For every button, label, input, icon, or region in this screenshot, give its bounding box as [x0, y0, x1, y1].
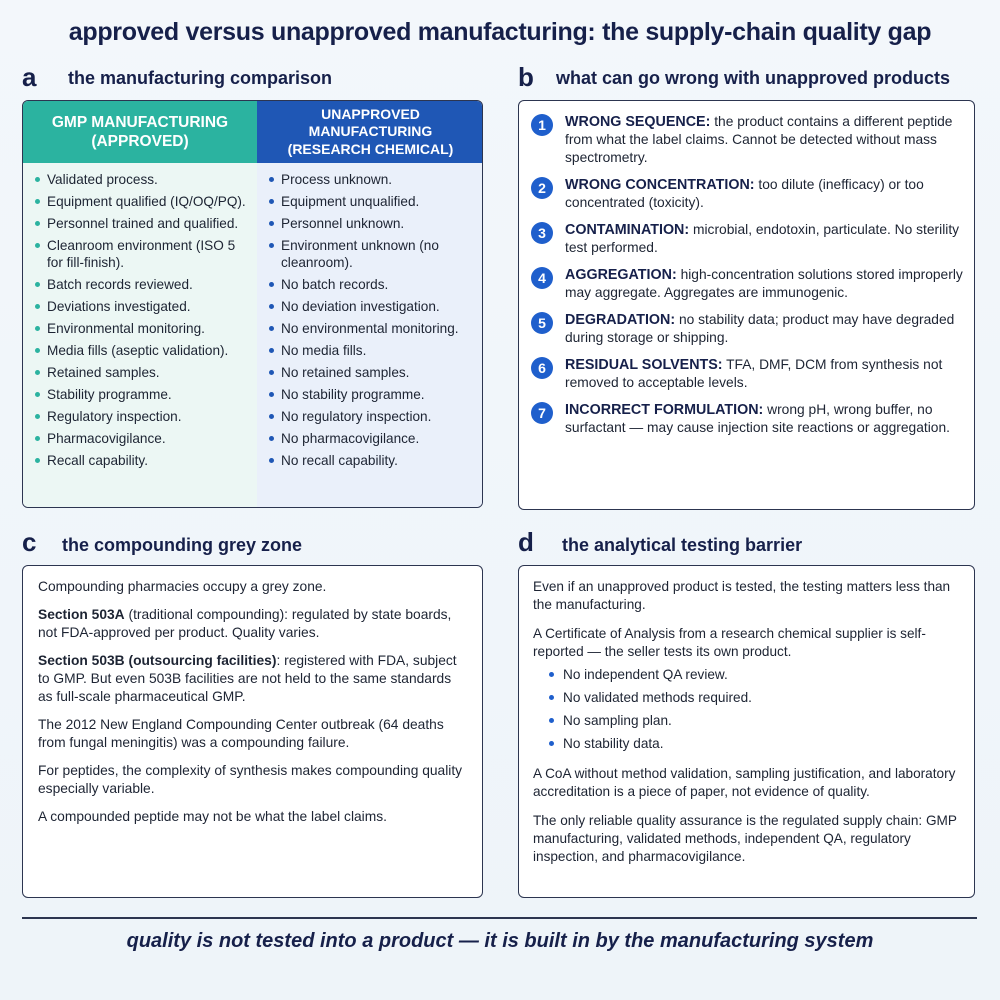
list-item: No validated methods required.: [549, 689, 960, 707]
list-item: Cleanroom environment (ISO 5 for fill-finish).: [33, 237, 251, 271]
list-item: Media fills (aseptic validation).: [33, 342, 251, 359]
list-item: No stability programme.: [267, 386, 478, 403]
risk-label: CONTAMINATION:: [565, 222, 690, 238]
section-503b-label: Section 503B (outsourcing facilities): [38, 653, 277, 668]
list-item: No pharmacovigilance.: [267, 430, 478, 447]
list-item: Personnel trained and qualified.: [33, 215, 251, 232]
section-c-heading: the compounding grey zone: [62, 535, 303, 555]
list-item: No environmental monitoring.: [267, 320, 478, 337]
risk-item: [531, 311, 964, 347]
risk-item: [531, 221, 964, 257]
list-item: Retained samples.: [33, 364, 251, 381]
page-title: approved versus unapproved manufacturing: the supply-chain quality gap: [68, 18, 932, 46]
list-item: No deviation investigation.: [267, 298, 478, 315]
unapproved-column: [257, 163, 483, 507]
section-d-letter: d: [518, 527, 534, 557]
risk-item: [531, 356, 964, 392]
list-item: Environment unknown (no cleanroom).: [267, 237, 478, 271]
risk-label: WRONG SEQUENCE:: [565, 114, 711, 130]
paragraph: The 2012 New England Compounding Center outbreak (64 deaths from fungal meningitis) was a compounding failure.: [38, 717, 444, 750]
risk-description: no stability data; product may have degraded during storage or shipping.: [565, 312, 955, 345]
gmp-column-header: [23, 101, 257, 163]
list-item: Personnel unknown.: [267, 215, 478, 232]
list-item: Equipment unqualified.: [267, 193, 478, 210]
list-item: No recall capability.: [267, 452, 478, 469]
list-item: Recall capability.: [33, 452, 251, 469]
risk-item: [531, 113, 964, 167]
section-a-letter: a: [22, 62, 37, 92]
risks-panel: [518, 100, 975, 510]
coa-limitations-list: [549, 666, 960, 753]
footer-tagline: quality is not tested into a product — it is built in by the manufacturing system: [126, 930, 874, 952]
risk-label: DEGRADATION:: [565, 312, 676, 328]
list-item: Batch records reviewed.: [33, 276, 251, 293]
paragraph: Section 503A (traditional compounding): regulated by state boards, not FDA-approved per product. Quality varies.: [38, 607, 452, 640]
risk-description: wrong pH, wrong buffer, no surfactant — may cause injection site reactions or aggregation.: [565, 402, 950, 435]
risk-item: [531, 176, 964, 212]
list-item: Process unknown.: [267, 171, 478, 188]
list-item: No sampling plan.: [549, 712, 960, 730]
unapproved-header-line2: MANUFACTURING: [308, 123, 433, 140]
paragraph: A compounded peptide may not be what the label claims.: [38, 809, 387, 824]
list-item: No media fills.: [267, 342, 478, 359]
risk-description: high-concentration solutions stored improperly may aggregate. Aggregates are immunogenic.: [565, 267, 963, 300]
section-a-heading: the manufacturing comparison: [68, 68, 333, 88]
gmp-column: [23, 163, 257, 507]
gmp-header-line1: GMP MANUFACTURING: [51, 113, 229, 131]
paragraph: Compounding pharmacies occupy a grey zone.: [38, 579, 327, 594]
section-d-heading: the analytical testing barrier: [562, 535, 803, 555]
risk-label: WRONG CONCENTRATION:: [565, 177, 755, 193]
manufacturing-comparison-panel: [22, 100, 483, 508]
number-badge: 2: [531, 177, 553, 199]
list-item: Regulatory inspection.: [33, 408, 251, 425]
section-503a-label: Section 503A: [38, 607, 125, 622]
paragraph: For peptides, the complexity of synthesis makes compounding quality especially variable.: [38, 763, 463, 796]
paragraph: A Certificate of Analysis from a research chemical supplier is self-reported — the seller tests its own product.: [533, 626, 926, 659]
unapproved-list: [257, 163, 483, 469]
unapproved-header-line1: UNAPPROVED: [321, 105, 420, 122]
paragraph: The only reliable quality assurance is the regulated supply chain: GMP manufacturing, validated methods, independent QA, regulatory inspection, and pharmacovigilance.: [533, 813, 957, 864]
risk-item: [531, 401, 964, 437]
number-badge: 7: [531, 402, 553, 424]
list-item: Environmental monitoring.: [33, 320, 251, 337]
risk-description: the product contains a different peptide from what the label claims. Cannot be detected without mass spectrometry.: [565, 114, 953, 165]
risk-item: [531, 266, 964, 302]
paragraph: Even if an unapproved product is tested, the testing matters less than the manufacturing.: [533, 579, 951, 612]
risk-description: microbial, endotoxin, particulate. No sterility test performed.: [565, 222, 960, 255]
testing-barrier-panel: [518, 565, 975, 898]
number-badge: 4: [531, 267, 553, 289]
risk-description: too dilute (inefficacy) or too concentrated (toxicity).: [565, 177, 924, 210]
number-badge: 1: [531, 114, 553, 136]
list-item: No stability data.: [549, 735, 960, 753]
list-item: No regulatory inspection.: [267, 408, 478, 425]
unapproved-header-line3: (RESEARCH CHEMICAL): [287, 140, 454, 157]
footer-divider: [22, 917, 977, 919]
section-b-heading: what can go wrong with unapproved products: [556, 68, 951, 88]
list-item: No retained samples.: [267, 364, 478, 381]
list-item: Equipment qualified (IQ/OQ/PQ).: [33, 193, 251, 210]
risk-label: AGGREGATION:: [565, 267, 677, 283]
paragraph: Section 503B (outsourcing facilities): registered with FDA, subject to GMP. But even 503B facilities are not held to the same standards as full-scale pharmaceutical GMP.: [38, 653, 457, 704]
list-item: Stability programme.: [33, 386, 251, 403]
risk-description: TFA, DMF, DCM from synthesis not removed to acceptable levels.: [565, 357, 943, 390]
number-badge: 6: [531, 357, 553, 379]
compounding-panel: [22, 565, 483, 898]
list-item: No independent QA review.: [549, 666, 960, 684]
list-item: No batch records.: [267, 276, 478, 293]
gmp-list: [23, 163, 257, 469]
number-badge: 5: [531, 312, 553, 334]
section-b-letter: b: [518, 62, 534, 92]
gmp-header-line2: (APPROVED): [91, 133, 189, 150]
list-item: Pharmacovigilance.: [33, 430, 251, 447]
risk-label: INCORRECT FORMULATION:: [565, 402, 764, 418]
risk-label: RESIDUAL SOLVENTS:: [565, 357, 723, 373]
section-c-letter: c: [22, 527, 37, 557]
unapproved-column-header: [257, 101, 483, 163]
list-item: Deviations investigated.: [33, 298, 251, 315]
paragraph: A CoA without method validation, sampling justification, and laboratory accreditation is a piece of paper, not evidence of quality.: [533, 766, 956, 799]
list-item: Validated process.: [33, 171, 251, 188]
number-badge: 3: [531, 222, 553, 244]
